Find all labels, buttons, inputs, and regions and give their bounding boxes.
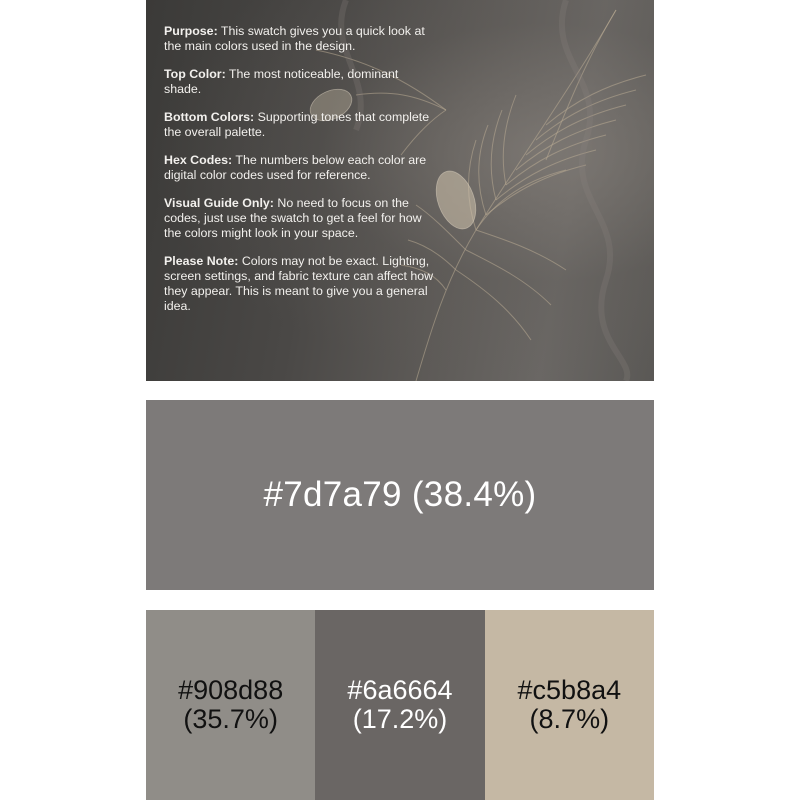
note-text: No need to focus on the codes, just use the swatch to get a feel for how the colors might look in your space. <box>164 196 422 240</box>
note-text: Supporting tones that complete the overall palette. <box>164 110 430 139</box>
bottom-color-swatch <box>146 610 315 800</box>
note-heading: Visual Guide Only: <box>164 196 274 210</box>
color-percentage: (17.2%) <box>352 704 448 734</box>
top-color-label: #7d7a79 (38.4%) <box>263 475 537 514</box>
note-text: This swatch gives you a quick look at the main colors used in the design. <box>164 24 425 53</box>
bottom-color-swatch <box>485 610 654 800</box>
bottom-colors-row <box>146 610 654 800</box>
note-text: The numbers below each color are digital color codes used for reference. <box>164 153 427 182</box>
note-heading: Hex Codes: <box>164 153 233 167</box>
note-text: The most noticeable, dominant shade. <box>164 67 399 96</box>
note-heading: Purpose: <box>164 24 218 38</box>
note-purpose <box>164 24 434 54</box>
color-percentage: (8.7%) <box>529 704 610 734</box>
hex-code: #908d88 <box>178 675 284 705</box>
hex-code: #6a6664 <box>347 675 453 705</box>
note-top-color <box>164 67 434 97</box>
bottom-color-swatch <box>315 610 484 800</box>
note-hex-codes <box>164 153 434 183</box>
top-color-swatch <box>146 400 654 590</box>
note-heading: Please Note: <box>164 254 239 268</box>
design-preview-image <box>146 0 654 381</box>
note-bottom-colors <box>164 110 434 140</box>
note-heading: Bottom Colors: <box>164 110 255 124</box>
note-visual-guide <box>164 196 434 241</box>
note-heading: Top Color: <box>164 67 226 81</box>
color-percentage: (35.7%) <box>183 704 278 734</box>
note-please-note <box>164 254 434 314</box>
hex-code: #c5b8a4 <box>517 675 622 705</box>
note-text: Colors may not be exact. Lighting, screen settings, and fabric texture can affect how they appear. This is meant to give you a general idea. <box>164 254 434 313</box>
swatch-notes <box>164 24 434 327</box>
